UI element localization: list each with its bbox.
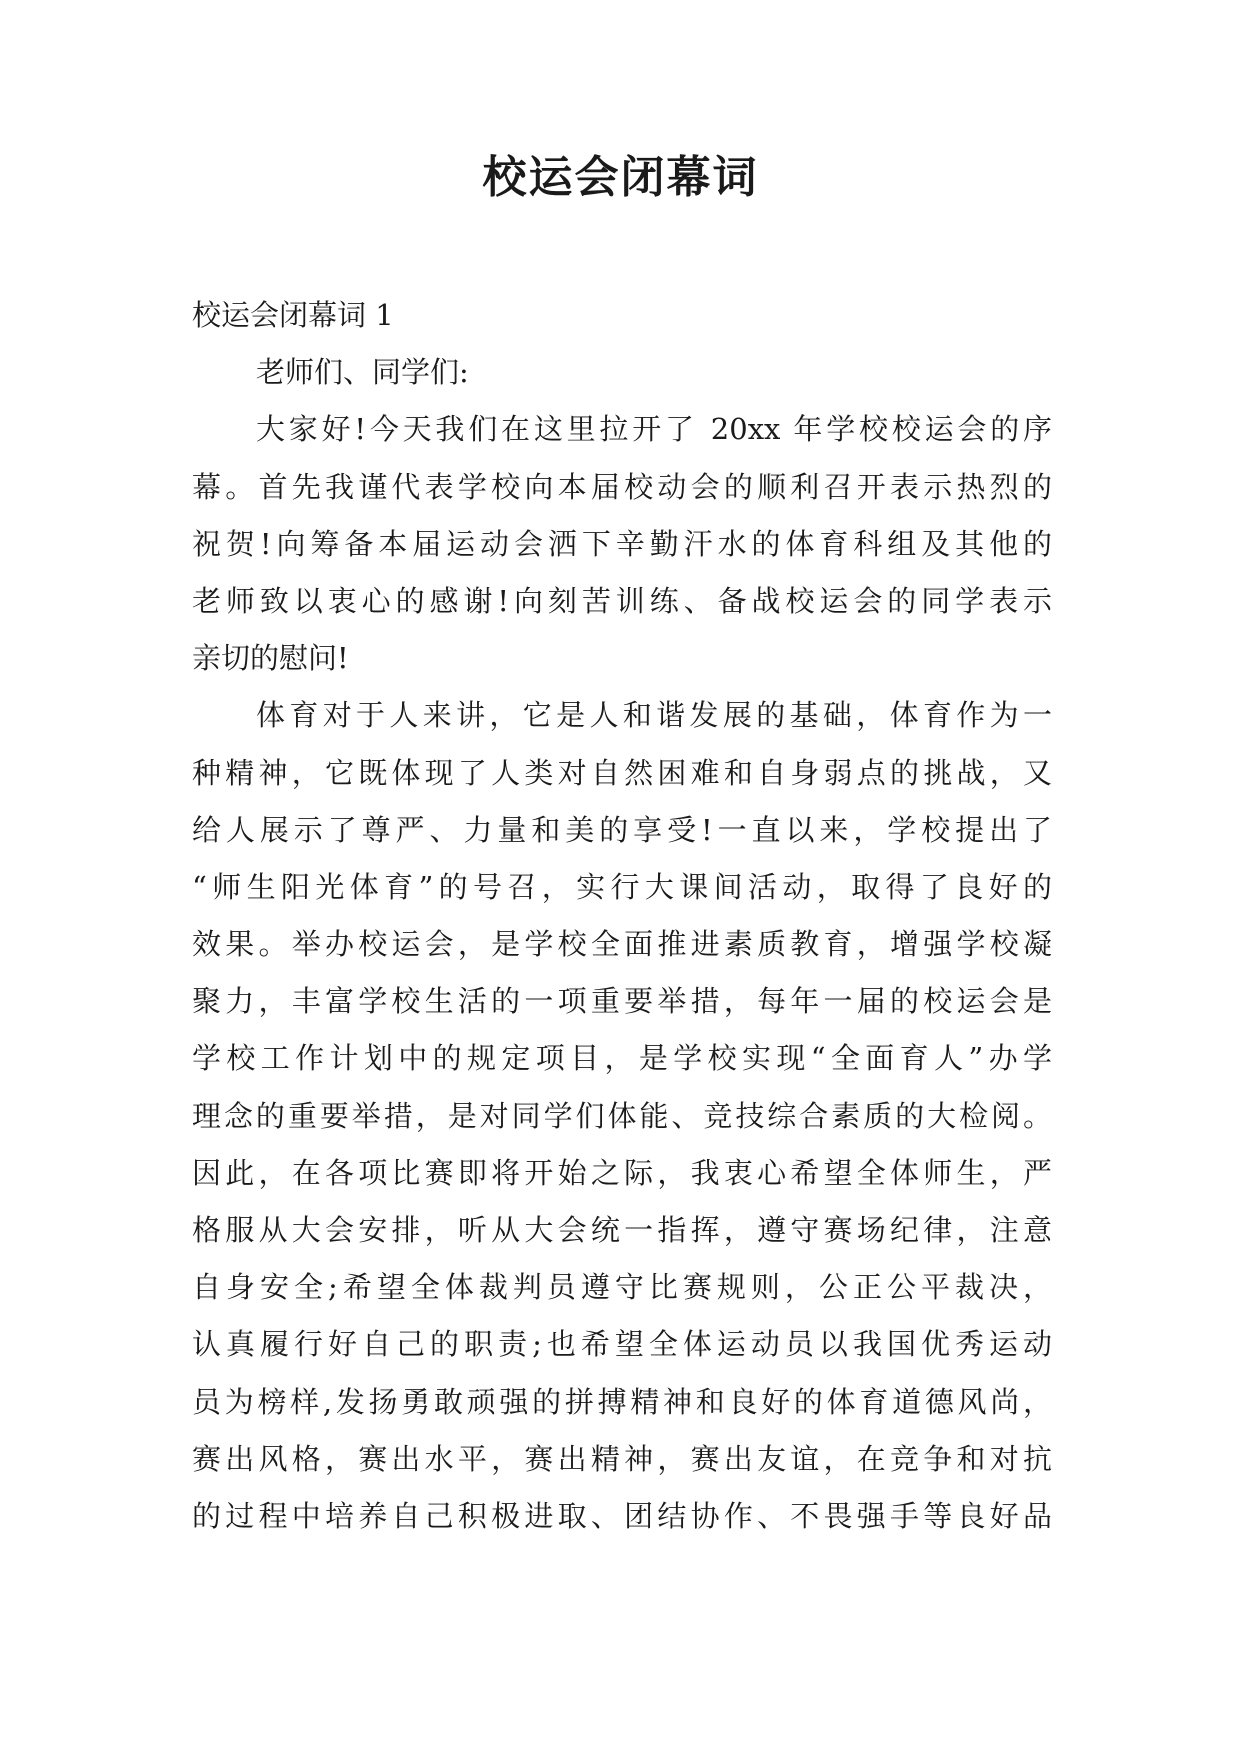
paragraph-line: 种精神，它既体现了人类对自然困难和自身弱点的挑战，又 — [192, 755, 1052, 790]
paragraph-line: 大家好!今天我们在这里拉开了 20xx 年学校校运会的序 — [256, 412, 1052, 447]
salutation: 老师们、同学们: — [256, 355, 469, 390]
paragraph-line: 格服从大会安排，听从大会统一指挥，遵守赛场纪律，注意 — [192, 1213, 1052, 1247]
paragraph-line: 老师致以衷心的感谢!向刻苦训练、备战校运会的同学表示 — [192, 583, 1052, 618]
paragraph-line: 聚力，丰富学校生活的一项重要举措，每年一届的校运会是 — [192, 984, 1052, 1019]
paragraph-line: 祝贺!向筹备本届运动会洒下辛勤汗水的体育科组及其他的 — [192, 526, 1052, 561]
paragraph-2 — [192, 687, 1052, 1545]
paragraph-line: 给人展示了尊严、力量和美的享受!一直以来，学校提出了 — [192, 812, 1052, 847]
paragraph-line: “师生阳光体育”的号召，实行大课间活动，取得了良好的 — [192, 869, 1052, 904]
paragraph-line: 亲切的慰问! — [192, 641, 349, 676]
paragraph-line: 效果。举办校运会，是学校全面推进素质教育，增强学校凝 — [192, 927, 1052, 962]
paragraph-line: 理念的重要举措，是对同学们体能、竞技综合素质的大检阅。 — [192, 1098, 1052, 1133]
paragraph-line: 认真履行好自己的职责;也希望全体运动员以我国优秀运动 — [192, 1327, 1052, 1362]
paragraph-line: 员为榜样,发扬勇敢顽强的拼搏精神和良好的体育道德风尚， — [192, 1384, 1052, 1419]
paragraph-1 — [192, 401, 1052, 687]
paragraph-line: 体育对于人来讲，它是人和谐发展的基础，体育作为一 — [256, 698, 1052, 733]
paragraph-line: 赛出风格，赛出水平，赛出精神，赛出友谊，在竞争和对抗 — [192, 1441, 1052, 1476]
paragraph-line: 因此，在各项比赛即将开始之际，我衷心希望全体师生，严 — [192, 1155, 1052, 1190]
document-title: 校运会闭幕词 — [482, 152, 759, 203]
paragraph-line: 自身安全;希望全体裁判员遵守比赛规则，公正公平裁决， — [192, 1270, 1052, 1305]
document-body — [192, 287, 1052, 1545]
section-heading: 校运会闭幕词 1 — [192, 298, 394, 332]
paragraph-line: 学校工作计划中的规定项目，是学校实现“全面育人”办学 — [192, 1041, 1052, 1076]
paragraph-line: 的过程中培养自己积极进取、团结协作、不畏强手等良好品 — [192, 1498, 1052, 1533]
paragraph-line: 幕。首先我谨代表学校向本届校动会的顺利召开表示热烈的 — [192, 469, 1052, 504]
